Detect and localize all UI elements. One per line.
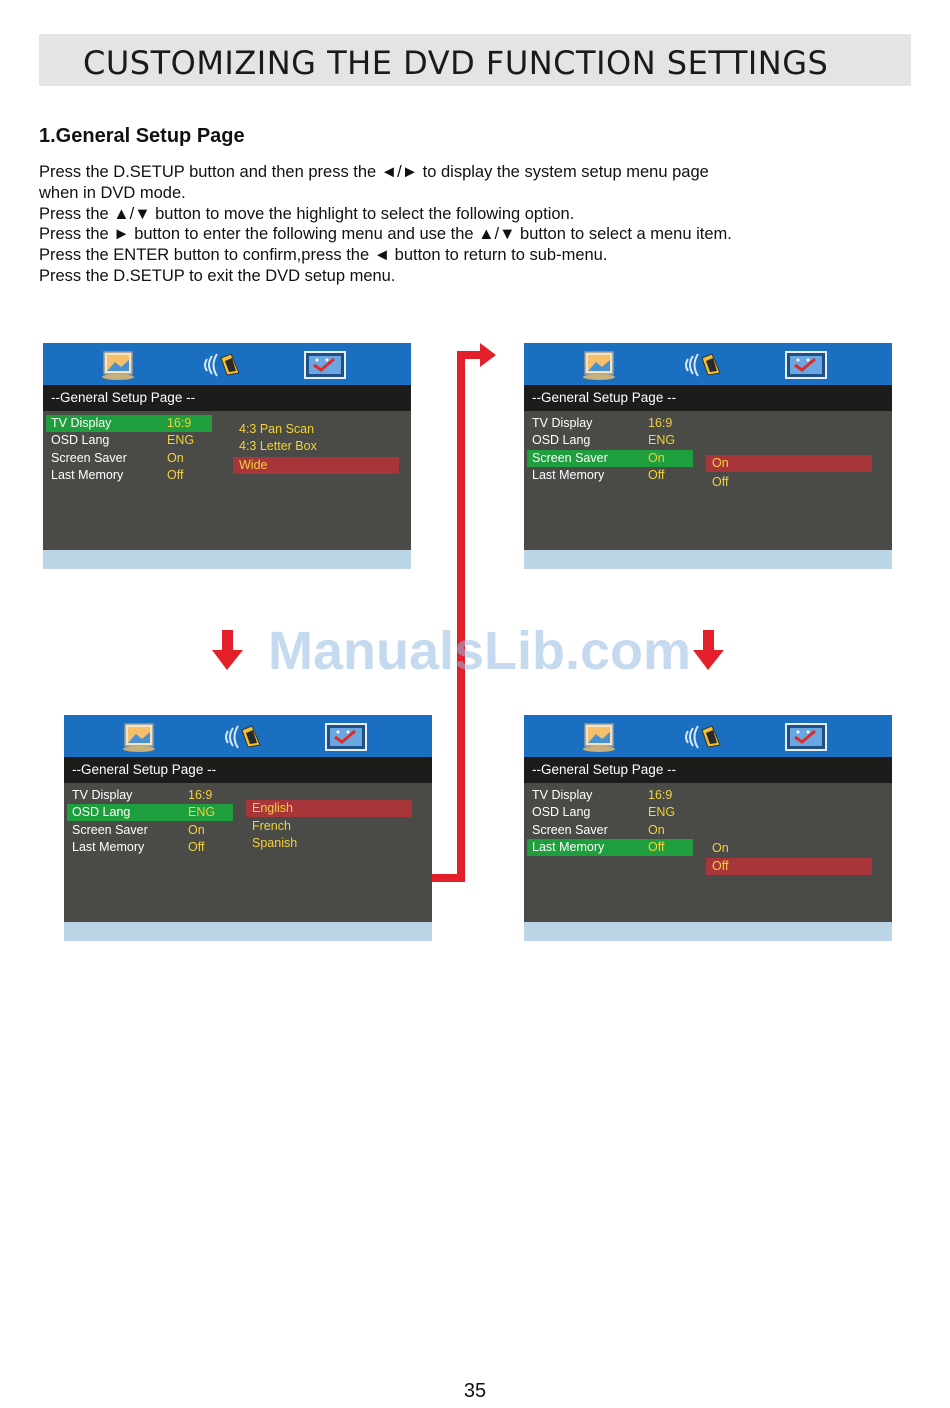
menu-item-value: 16:9 [167, 416, 192, 430]
submenu-option-label: Off [712, 475, 729, 489]
section-title: 1.General Setup Page [39, 125, 245, 147]
menu-item[interactable] [527, 822, 693, 839]
instruction-line: Press the D.SETUP button and then press the ◄/► to display the system setup menu page [39, 163, 709, 181]
menu-item[interactable] [46, 450, 212, 467]
menu-item-label: Last Memory [72, 840, 145, 854]
menu-item-value: ENG [167, 433, 195, 447]
instruction-line: Press the D.SETUP to exit the DVD setup menu. [39, 266, 396, 285]
panel-header-title: --General Setup Page -- [51, 390, 196, 405]
setup-menu-panel [64, 715, 432, 941]
menu-item-label: Screen Saver [532, 451, 608, 465]
menu-item[interactable] [67, 787, 233, 804]
connector-arrow [432, 355, 482, 878]
menu-item-label: Screen Saver [72, 823, 148, 837]
speaker-icon[interactable] [199, 349, 247, 381]
submenu-option-label: On [712, 841, 729, 855]
submenu-option[interactable] [706, 858, 872, 875]
menu-item-label: TV Display [532, 416, 593, 430]
submenu-option[interactable] [706, 474, 872, 491]
submenu-option[interactable] [233, 457, 399, 474]
menu-item-label: OSD Lang [72, 805, 131, 819]
menu-item[interactable] [67, 804, 233, 821]
menu-item-value: Off [648, 468, 665, 482]
monitor-icon[interactable] [782, 349, 830, 381]
menu-item[interactable] [527, 467, 693, 484]
speaker-icon[interactable] [680, 349, 728, 381]
panel-header [64, 757, 432, 783]
submenu-option[interactable] [246, 835, 412, 852]
submenu-option-label: Spanish [252, 836, 298, 850]
panel-header-title: --General Setup Page -- [72, 762, 217, 777]
panel-footer [43, 550, 411, 569]
menu-item-label: Last Memory [51, 468, 124, 482]
menu-item[interactable] [46, 432, 212, 449]
monitor-icon[interactable] [322, 721, 370, 753]
menu-icon-bar [524, 715, 892, 757]
setup-menu-panel [524, 715, 892, 941]
submenu-option-label: Wide [239, 458, 268, 472]
menu-icon-bar [524, 343, 892, 385]
panel-header-title: --General Setup Page -- [532, 390, 677, 405]
submenu-option-label: 4:3 Pan Scan [239, 422, 315, 436]
menu-item-value: Off [648, 840, 665, 854]
page-title: CUSTOMIZING THE DVD FUNCTION SETTINGS [83, 44, 829, 82]
panel-header [524, 757, 892, 783]
menu-item[interactable] [67, 822, 233, 839]
menu-item-value: ENG [648, 805, 676, 819]
menu-item-label: TV Display [532, 788, 593, 802]
setup-menu-panel [43, 343, 411, 569]
menu-item-value: 16:9 [648, 788, 673, 802]
panel-header-title: --General Setup Page -- [532, 762, 677, 777]
instruction-line: Press the ENTER button to confirm,press the ◄ button to return to sub-menu. [39, 246, 608, 265]
speaker-icon[interactable] [220, 721, 268, 753]
menu-item[interactable] [527, 804, 693, 821]
instruction-line: Press the ► button to enter the following menu and use the ▲/▼ button to select a menu item. [39, 225, 732, 244]
setup-menu-panel [524, 343, 892, 569]
menu-item-value: ENG [188, 805, 216, 819]
menu-item-label: OSD Lang [51, 433, 110, 447]
menu-item-label: OSD Lang [532, 433, 591, 447]
submenu-option-label: French [252, 819, 291, 833]
menu-item-label: Last Memory [532, 840, 605, 854]
submenu-option[interactable] [246, 818, 412, 835]
menu-item[interactable] [46, 467, 212, 484]
menu-icon-bar [64, 715, 432, 757]
page-number: 35 [463, 1380, 487, 1402]
instruction-line: Press the ▲/▼ button to move the highlight to select the following option. [39, 204, 575, 223]
panel-footer [64, 922, 432, 941]
menu-item-label: Screen Saver [532, 823, 608, 837]
menu-item-label: OSD Lang [532, 805, 591, 819]
menu-item[interactable] [527, 415, 693, 432]
menu-item-value: Off [188, 840, 205, 854]
panel-footer [524, 550, 892, 569]
speaker-icon[interactable] [680, 721, 728, 753]
submenu-option[interactable] [246, 800, 412, 817]
menu-item[interactable] [527, 450, 693, 467]
down-arrow-left [212, 630, 243, 670]
picture-icon[interactable] [576, 349, 624, 381]
panel-header [524, 385, 892, 411]
menu-item[interactable] [527, 787, 693, 804]
menu-item-label: TV Display [72, 788, 133, 802]
monitor-icon[interactable] [782, 721, 830, 753]
submenu-option-label: On [712, 456, 729, 470]
menu-item[interactable] [527, 839, 693, 856]
picture-icon[interactable] [95, 349, 143, 381]
watermark: ManualsLib.com [268, 621, 692, 681]
connector-arrow-head [480, 343, 496, 367]
instruction-line: when in DVD mode. [39, 183, 186, 202]
submenu-option-label: English [252, 801, 293, 815]
submenu-option-label: 4:3 Letter Box [239, 439, 317, 453]
menu-icon-bar [43, 343, 411, 385]
menu-item-value: Off [167, 468, 184, 482]
menu-item-value: On [167, 451, 184, 465]
panel-footer [524, 922, 892, 941]
menu-item[interactable] [67, 839, 233, 856]
submenu-option[interactable] [706, 840, 872, 857]
menu-item-value: On [188, 823, 205, 837]
menu-item-value: 16:9 [648, 416, 673, 430]
menu-item[interactable] [527, 432, 693, 449]
picture-icon[interactable] [116, 721, 164, 753]
monitor-icon[interactable] [301, 349, 349, 381]
menu-item-label: TV Display [51, 416, 112, 430]
submenu-option[interactable] [706, 455, 872, 472]
menu-item[interactable] [46, 415, 212, 432]
down-arrow-right [693, 630, 724, 670]
picture-icon[interactable] [576, 721, 624, 753]
menu-item-value: On [648, 451, 665, 465]
submenu-option[interactable] [233, 421, 399, 438]
panel-header [43, 385, 411, 411]
menu-item-value: ENG [648, 433, 676, 447]
submenu-option[interactable] [233, 438, 399, 455]
submenu-option-label: Off [712, 859, 729, 873]
menu-item-value: On [648, 823, 665, 837]
menu-item-label: Screen Saver [51, 451, 127, 465]
menu-item-value: 16:9 [188, 788, 213, 802]
menu-item-label: Last Memory [532, 468, 605, 482]
